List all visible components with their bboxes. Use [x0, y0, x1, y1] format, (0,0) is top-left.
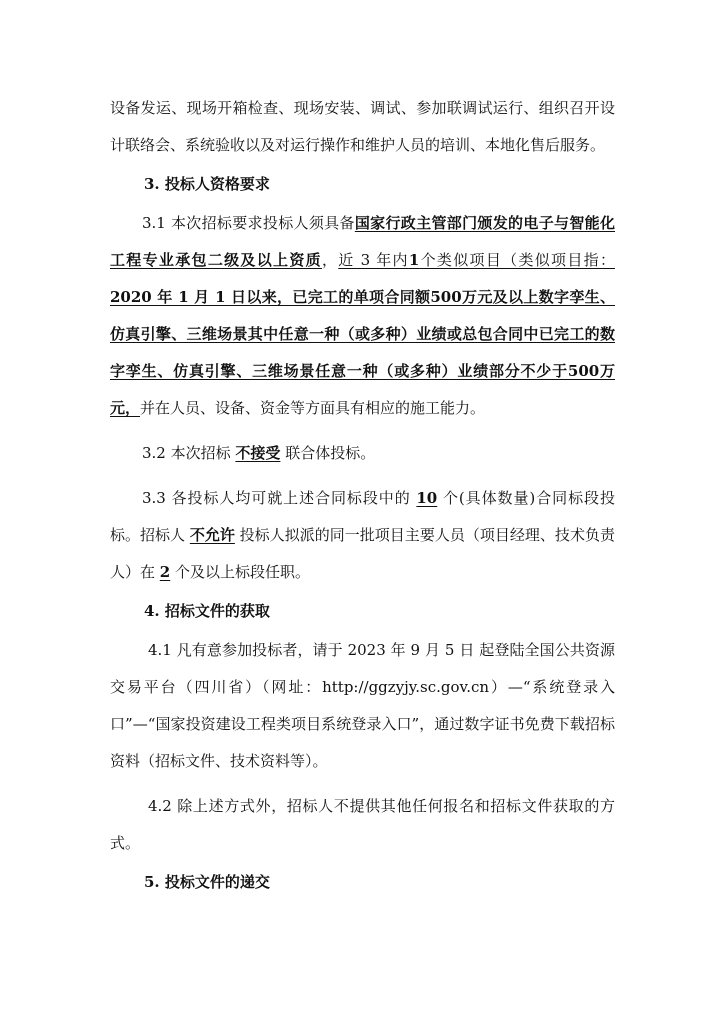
- personnel-section-count: 2: [159, 563, 171, 581]
- clause-4-1: 4.1 凡有意参加投标者，请于 2023 年 9 月 5 日 起登陆全国公共资源交易平台（四川省）（网址：http://ggzyjy.sc.gov.cn）—“系统登录入口”—“国家投资建设工程类项目系统登录入口”，通过数字证书免费下载招标资料（招标文件、技术资料等）。: [110, 641, 615, 770]
- clause-3-3-mid2: 投标人拟派的同一批项目主要人员（项目经理、技术负责人）在: [110, 526, 615, 581]
- qualification-requirement: 国家行政主管部门颁发的电子与智能化工程专业承包二级及以上资质: [110, 214, 615, 269]
- clause-4-2: 4.2 除上述方式外，招标人不提供其他任何报名和招标文件获取的方式。: [110, 797, 615, 852]
- clause-3-3-suffix: 个及以上标段任职。: [170, 563, 310, 581]
- recent-years: 近 3 年内: [338, 251, 409, 269]
- clause-3-2-suffix: 联合体投标。: [280, 444, 376, 462]
- clause-3-3-mid1: 个(具体数量)合同标段投标。招标人: [110, 489, 615, 544]
- section-4-heading: 4. 招标文件的获取: [144, 602, 270, 620]
- clause-3-1-prefix: 3.1 本次招标要求投标人须具备: [142, 214, 355, 232]
- clause-3-2: [110, 435, 615, 472]
- similar-project-label: 个类似项目（类似项目指：: [419, 251, 615, 269]
- consortium-value: 不接受: [235, 444, 281, 462]
- project-count: 1: [408, 251, 420, 269]
- clause-3-3-prefix: 3.3 各投标人均可就上述合同标段中的: [142, 489, 417, 507]
- document-page: [110, 90, 615, 903]
- intro-paragraph: 设备发运、现场开箱检查、现场安装、调试、参加联调试运行、组织召开设计联络会、系统验收以及对运行操作和维护人员的培训、本地化售后服务。: [110, 99, 615, 154]
- clause-3-1-comma: ，: [321, 251, 339, 269]
- clause-3-1: [110, 205, 615, 427]
- performance-requirement: 2020 年 1 月 1 日以来，已完工的单项合同额500万元及以上数字孪生、仿真引擎、三维场景其中任意一种（或多种）业绩或总包合同中已完工的数字孪生、仿真引擎、三维场景任意一种（或多种）业绩部分不少于500万元，: [110, 288, 615, 417]
- clause-3-2-prefix: 3.2 本次招标: [142, 444, 236, 462]
- allow-value: 不允许: [189, 526, 235, 544]
- section-5-heading: 5. 投标文件的递交: [144, 873, 270, 891]
- section-count: 10: [416, 489, 438, 507]
- section-3-heading: 3. 投标人资格要求: [144, 175, 270, 193]
- clause-3-3: [110, 480, 615, 591]
- clause-3-1-suffix: 并在人员、设备、资金等方面具有相应的施工能力。: [140, 399, 486, 417]
